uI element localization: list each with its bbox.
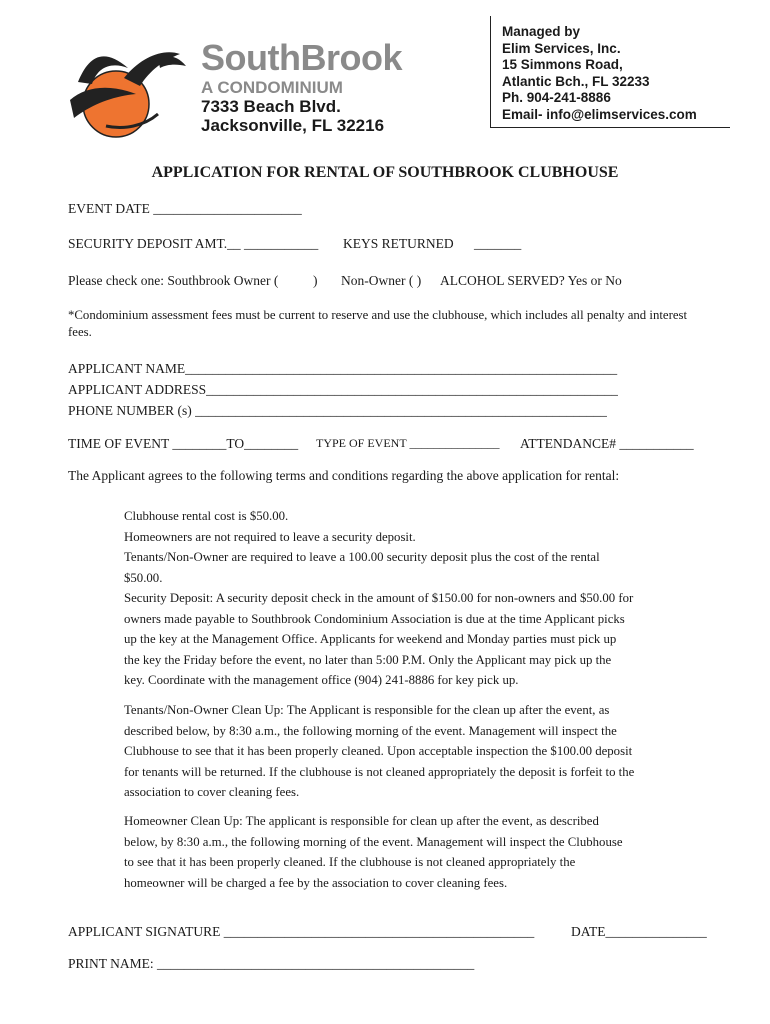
document-title: APPLICATION FOR RENTAL OF SOUTHBROOK CLUBHOUSE (151, 164, 619, 181)
terms-block-homeowner-cleanup (124, 811, 724, 893)
time-of-event-field[interactable]: TIME OF EVENT ________TO________ (68, 436, 299, 451)
term-line: owners made payable to Southbrook Condominium Association is due at the time Applicant picks (124, 611, 625, 626)
owner-check-label: Please check one: Southbrook Owner ( (68, 273, 279, 288)
term-line: Security Deposit: A security deposit check in the amount of $150.00 for non-owners and $50.00 for (124, 591, 634, 605)
management-phone: Ph. 904-241-8886 (502, 90, 611, 105)
term-line: for tenants will be returned. If the clubhouse is not cleaned appropriately the deposit is forfeit to the (124, 764, 635, 779)
managed-by-line: Managed by (502, 24, 581, 39)
print-name-field[interactable]: PRINT NAME: _______________________________________________ (68, 956, 475, 971)
fees-note: *Condominium assessment fees must be current to reserve and use the clubhouse, which includes all penalty and interest fees. (68, 308, 688, 339)
term-line: up the key at the Management Office. Applicants for weekend and Monday parties must pick up (124, 632, 617, 646)
brand-name: SouthBrook (201, 37, 402, 78)
brand-block (201, 38, 402, 135)
phone-number-field[interactable]: PHONE NUMBER (s) _____________________________________________________________ (68, 403, 607, 418)
management-company: Elim Services, Inc. (502, 40, 621, 56)
southbrook-logo (40, 38, 200, 138)
term-line: below, by 8:30 a.m., the following morning of the event. Management will inspect the Clubhouse (124, 834, 623, 849)
term-line: $50.00. (124, 570, 163, 585)
term-line: Tenants/Non-Owner Clean Up: The Applicant is responsible for the clean up after the event, as (124, 703, 610, 717)
owner-checkbox[interactable]: ) (313, 273, 318, 288)
management-city: Atlantic Bch., FL 32233 (502, 73, 650, 89)
brand-subtitle: A CONDOMINIUM (201, 78, 343, 97)
non-owner-checkbox[interactable]: Non-Owner ( ) (341, 273, 422, 288)
management-email: Email- info@elimservices.com (502, 106, 697, 122)
term-line: Clubhouse to see that it has been properly cleaned. Upon acceptable inspection the $100.00 deposit (124, 744, 633, 758)
type-of-event-field[interactable]: TYPE OF EVENT _______________ (316, 436, 500, 450)
management-street: 15 Simmons Road, (502, 57, 623, 72)
terms-block-tenant-cleanup (124, 700, 724, 803)
term-line: to see that it has been properly cleaned. If the clubhouse is not cleaned appropriately the (124, 855, 576, 869)
keys-returned-field[interactable]: _______ (474, 236, 522, 251)
term-line: Homeowners are not required to leave a security deposit. (124, 529, 416, 544)
term-line: Clubhouse rental cost is $50.00. (124, 509, 289, 523)
attendance-field[interactable]: ATTENDANCE# ___________ (520, 436, 694, 451)
term-line: described below, by 8:30 a.m., the following morning of the event. Management will inspect the (124, 723, 617, 738)
address-line-2: Jacksonville, FL 32216 (201, 116, 385, 135)
agreement-intro: The Applicant agrees to the following terms and conditions regarding the above application for rental: (68, 468, 620, 483)
applicant-signature-field[interactable]: APPLICANT SIGNATURE ______________________________________________ (68, 924, 535, 939)
event-date-field[interactable]: EVENT DATE ______________________ (68, 201, 302, 216)
term-line: homeowner will be charged a fee by the association to cover cleaning fees. (124, 875, 508, 890)
term-line: association to cover cleaning fees. (124, 785, 300, 799)
term-line: Homeowner Clean Up: The applicant is responsible for clean up after the event, as described (124, 814, 599, 828)
bird-logo-head (158, 56, 186, 68)
signature-date-field[interactable]: DATE_______________ (571, 924, 707, 939)
management-box (490, 16, 730, 128)
term-line: the key the Friday before the event, no later than 5:00 P.M. Only the Applicant may pick up the (124, 652, 612, 667)
term-line: key. Coordinate with the management office (904) 241-8886 for key pick up. (124, 673, 519, 687)
applicant-name-field[interactable]: APPLICANT NAME________________________________________________________________ (68, 361, 618, 376)
address-line-1: 7333 Beach Blvd. (201, 97, 341, 116)
alcohol-served-field[interactable]: ALCOHOL SERVED? Yes or No (440, 273, 622, 288)
term-line: Tenants/Non-Owner are required to leave a 100.00 security deposit plus the cost of the rental (124, 550, 600, 564)
terms-block-rental (124, 506, 724, 691)
applicant-address-field[interactable]: APPLICANT ADDRESS_____________________________________________________________ (68, 382, 618, 397)
keys-returned-label: KEYS RETURNED (343, 236, 454, 251)
security-deposit-field[interactable]: SECURITY DEPOSIT AMT.__ ___________ (68, 236, 319, 251)
